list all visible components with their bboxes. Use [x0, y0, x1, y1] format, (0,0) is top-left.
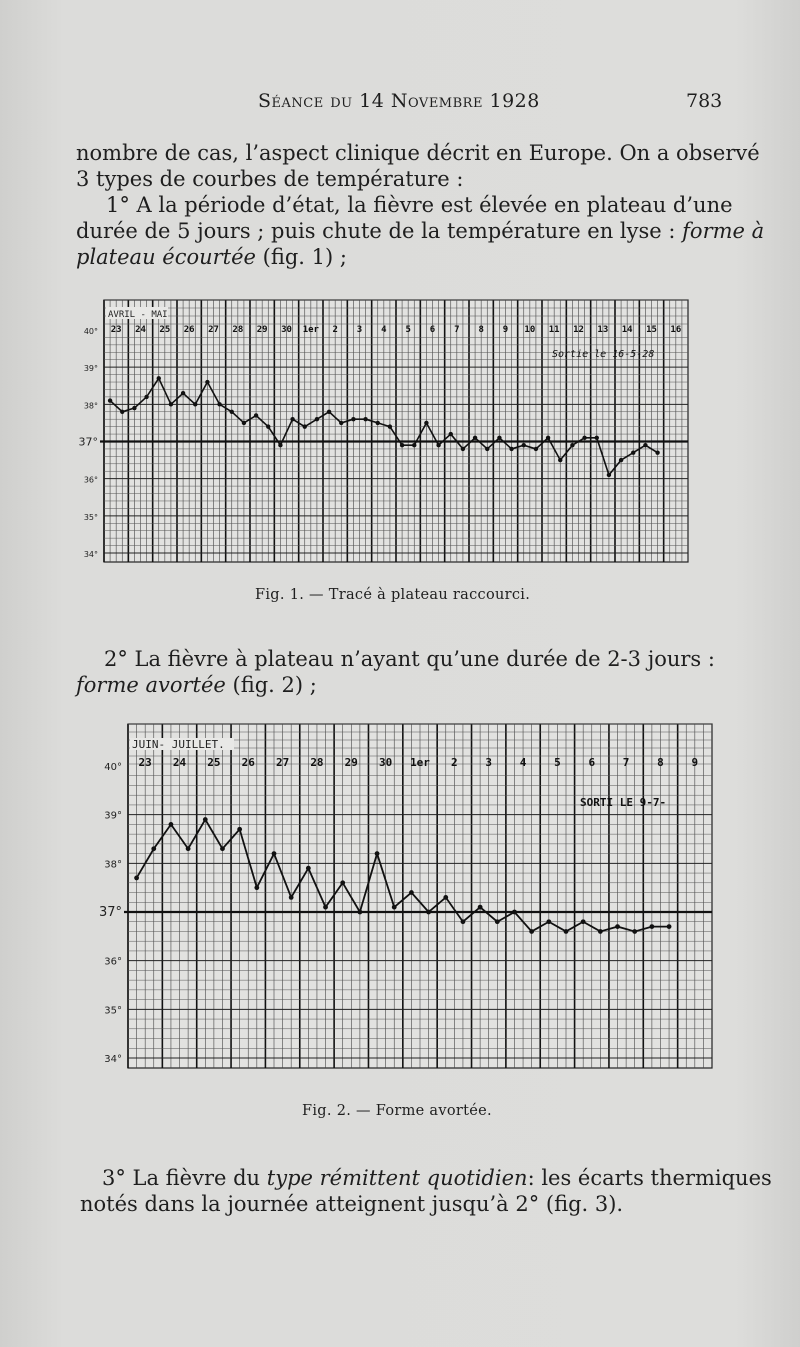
- temperature-point: [339, 421, 343, 425]
- y-tick-label: 36°: [104, 956, 122, 968]
- para4-line1-b: : les écarts thermiques: [527, 1166, 772, 1190]
- discharge-annotation: SORTI LE 9-7-: [580, 796, 667, 809]
- y-tick-label: 38°: [104, 859, 122, 871]
- temperature-point: [357, 910, 362, 915]
- temperature-point: [230, 410, 234, 414]
- temperature-point: [546, 919, 551, 924]
- temperature-point: [217, 402, 221, 406]
- temperature-point: [157, 376, 161, 380]
- temperature-point: [643, 443, 647, 447]
- day-label: 24: [135, 325, 146, 335]
- y-tick-label: 36°: [83, 475, 98, 485]
- day-label: 28: [232, 325, 244, 335]
- temperature-point: [495, 919, 500, 924]
- temperature-point: [181, 391, 185, 395]
- figure-2-caption: Fig. 2. — Forme avortée.: [302, 1103, 492, 1119]
- temperature-point: [290, 417, 294, 421]
- temperature-point: [144, 395, 148, 399]
- y-tick-label: 40°: [83, 327, 98, 336]
- temperature-point: [323, 905, 328, 910]
- day-label: 10: [524, 325, 536, 335]
- temperature-point: [400, 443, 404, 447]
- temperature-point: [655, 450, 659, 454]
- temperature-point: [632, 929, 637, 934]
- day-label: 27: [208, 325, 219, 335]
- month-label: AVRIL - MAI: [108, 310, 168, 320]
- temperature-point: [473, 436, 477, 440]
- temperature-point: [667, 924, 672, 929]
- temperature-point: [615, 924, 620, 929]
- temperature-point: [363, 417, 367, 421]
- para2-line1: 1° A la période d’état, la fièvre est élevée en plateau d’une: [106, 193, 733, 217]
- figure-2-temperature-chart: [80, 718, 720, 1073]
- day-label: 27: [275, 756, 290, 769]
- temperature-point: [598, 929, 603, 934]
- temperature-point: [529, 929, 534, 934]
- discharge-annotation: Sortie le 16-5-28: [552, 349, 655, 360]
- temperature-point: [509, 447, 513, 451]
- temperature-point: [205, 380, 209, 384]
- day-label: 3: [485, 756, 493, 769]
- temperature-point: [289, 895, 294, 900]
- day-label: 1er: [410, 756, 430, 769]
- y-tick-label: 37°: [78, 435, 98, 449]
- para2-line3-italic: plateau écourtée: [76, 245, 256, 269]
- para2-line2-text: durée de 5 jours ; puis chute de la température en lyse :: [76, 219, 676, 243]
- day-label: 29: [344, 756, 358, 769]
- temperature-point: [376, 421, 380, 425]
- day-label: 4: [381, 325, 387, 335]
- day-label: 30: [281, 325, 292, 335]
- temperature-point: [375, 851, 380, 856]
- temperature-point: [132, 406, 136, 410]
- temperature-point: [461, 919, 466, 924]
- y-tick-label: 39°: [83, 364, 98, 374]
- temperature-point: [546, 436, 550, 440]
- day-label: 7: [454, 325, 460, 335]
- para2-line3: [76, 244, 347, 271]
- day-label: 8: [657, 756, 664, 769]
- y-tick-label: 35°: [83, 512, 98, 522]
- temperature-point: [497, 436, 501, 440]
- y-tick-label: 40°: [104, 762, 122, 773]
- temperature-point: [631, 450, 635, 454]
- temperature-point: [564, 929, 569, 934]
- figure-1-temperature-chart: [60, 295, 710, 570]
- temperature-point: [266, 424, 270, 428]
- day-label: 23: [138, 756, 152, 769]
- temperature-point: [581, 919, 586, 924]
- day-label: 13: [597, 325, 609, 335]
- temperature-point: [412, 443, 416, 447]
- month-label: JUIN- JUILLET.: [132, 738, 225, 751]
- day-label: 25: [159, 325, 171, 335]
- header-title: Séance du 14 Novembre 1928: [258, 90, 540, 112]
- day-label: 15: [646, 325, 657, 335]
- temperature-point: [607, 473, 611, 477]
- temperature-point: [426, 910, 431, 915]
- temperature-point: [278, 443, 282, 447]
- day-label: 29: [256, 325, 268, 335]
- temperature-point: [478, 905, 483, 910]
- para4-line1: [102, 1165, 772, 1192]
- temperature-point: [534, 447, 538, 451]
- temperature-point: [254, 885, 259, 890]
- para3-line2: [76, 672, 317, 699]
- temperature-point: [315, 417, 319, 421]
- day-label: 25: [207, 756, 221, 769]
- y-tick-label: 39°: [104, 810, 122, 822]
- para2-line2: [76, 218, 764, 245]
- day-label: 30: [379, 756, 393, 769]
- day-label: 1er: [302, 325, 319, 335]
- temperature-point: [120, 410, 124, 414]
- day-label: 26: [183, 325, 195, 335]
- temperature-point: [151, 846, 156, 851]
- temperature-point: [424, 421, 428, 425]
- temperature-point: [619, 458, 623, 462]
- temperature-point: [649, 924, 654, 929]
- temperature-point: [392, 905, 397, 910]
- temperature-point: [327, 410, 331, 414]
- y-tick-label: 34°: [104, 1054, 122, 1065]
- y-tick-label: 37°: [98, 905, 122, 920]
- temperature-point: [570, 443, 574, 447]
- day-label: 7: [622, 756, 630, 769]
- running-header: [0, 90, 800, 116]
- temperature-point: [582, 436, 586, 440]
- temperature-point: [485, 447, 489, 451]
- para1-line1: nombre de cas, l’aspect clinique décrit en Europe. On a observé: [76, 141, 760, 165]
- para4-italic: type rémittent quotidien: [266, 1166, 528, 1190]
- day-label: 9: [502, 325, 509, 335]
- temperature-point: [443, 895, 448, 900]
- para3-line1: 2° La fièvre à plateau n’ayant qu’une durée de 2-3 jours :: [104, 647, 715, 671]
- day-label: 2: [451, 756, 458, 769]
- para2-italic: forme à: [682, 219, 765, 243]
- day-label: 9: [691, 756, 699, 769]
- temperature-point: [303, 424, 307, 428]
- temperature-point: [237, 827, 242, 832]
- temperature-point: [595, 436, 599, 440]
- para3-italic: forme avortée: [76, 673, 226, 697]
- temperature-point: [461, 447, 465, 451]
- temperature-point: [134, 876, 139, 881]
- temperature-point: [220, 846, 225, 851]
- temperature-point: [169, 402, 173, 406]
- day-label: 12: [573, 325, 584, 335]
- day-label: 11: [548, 325, 560, 335]
- para4-line1-a: 3° La fièvre du: [102, 1166, 261, 1190]
- day-label: 6: [429, 325, 436, 335]
- day-label: 8: [478, 325, 484, 335]
- day-label: 2: [332, 325, 338, 335]
- temperature-point: [108, 398, 112, 402]
- para1-line2: 3 types de courbes de température :: [76, 167, 464, 191]
- y-tick-label: 38°: [83, 401, 98, 411]
- day-label: 4: [519, 756, 527, 769]
- y-tick-label: 35°: [104, 1005, 122, 1017]
- figure-1-caption: Fig. 1. — Tracé à plateau raccourci.: [255, 587, 531, 603]
- para3-line2-rest: (fig. 2) ;: [232, 673, 317, 697]
- temperature-point: [203, 817, 208, 822]
- temperature-point: [340, 880, 345, 885]
- para4-line2: notés dans la journée atteignent jusqu’à 2° (fig. 3).: [80, 1192, 624, 1216]
- temperature-point: [193, 402, 197, 406]
- temperature-point: [306, 866, 311, 871]
- temperature-point: [169, 822, 174, 827]
- temperature-point: [388, 424, 392, 428]
- para2-line3-rest: (fig. 1) ;: [262, 245, 347, 269]
- temperature-point: [558, 458, 562, 462]
- temperature-point: [512, 910, 517, 915]
- y-tick-label: 34°: [83, 550, 98, 559]
- day-label: 24: [172, 756, 187, 769]
- day-label: 16: [670, 325, 682, 335]
- page-number: 783: [686, 90, 723, 112]
- temperature-point: [272, 851, 277, 856]
- day-label: 3: [356, 325, 363, 335]
- temperature-point: [186, 846, 191, 851]
- day-label: 28: [310, 756, 324, 769]
- temperature-point: [254, 413, 258, 417]
- temperature-point: [522, 443, 526, 447]
- temperature-point: [409, 890, 414, 895]
- temperature-point: [351, 417, 355, 421]
- day-label: 23: [110, 325, 122, 335]
- day-label: 26: [241, 756, 255, 769]
- temperature-point: [449, 432, 453, 436]
- day-label: 14: [621, 325, 633, 335]
- temperature-point: [242, 421, 246, 425]
- day-label: 5: [405, 325, 411, 335]
- day-label: 6: [588, 756, 596, 769]
- day-label: 5: [554, 756, 561, 769]
- temperature-point: [436, 443, 440, 447]
